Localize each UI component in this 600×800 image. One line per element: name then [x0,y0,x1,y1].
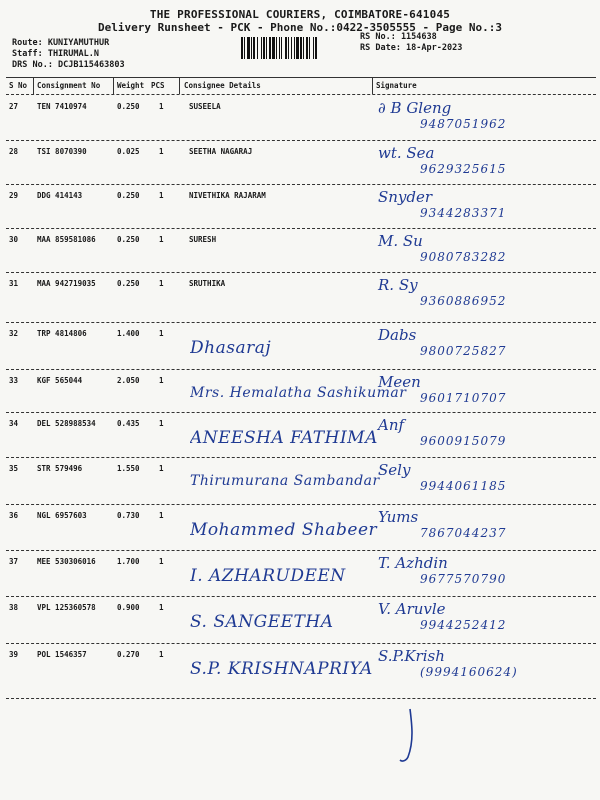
row-sno: 38 [9,603,19,612]
table-row [0,142,600,184]
row-separator [6,504,596,505]
row-weight: 0.250 [117,235,140,244]
row-handwritten-name: I. AZHARUDEEN [190,566,346,586]
route-label: Route: KUNIYAMUTHUR [12,38,110,48]
row-pcs: 1 [159,102,164,111]
row-handwritten-name: Thirumurana Sambandar [190,473,380,489]
barcode-image [240,37,352,59]
rs-info-block [360,32,462,54]
rs-date: RS Date: 18-Apr-2023 [360,43,463,53]
row-sno: 29 [9,191,19,200]
rs-number: RS No.: 1154638 [360,32,437,42]
row-pcs: 1 [159,279,164,288]
col-header-weight: Weight [117,81,145,90]
row-weight: 0.250 [117,102,140,111]
table-row [0,230,600,272]
row-consignment-no: KGF 565044 [37,376,83,385]
row-signature-phone: 9944252412 [420,618,507,632]
row-signature-phone: 9360886952 [420,294,507,308]
row-signature: Snyder [378,188,433,206]
staff-label: Staff: THIRUMAL.N [12,49,99,59]
row-pcs: 1 [159,650,164,659]
col-header-sno: S No [9,81,28,90]
route-staff-block [12,38,125,71]
row-pcs: 1 [159,464,164,473]
row-sno: 35 [9,464,19,473]
row-signature-phone: 9944061185 [420,479,507,493]
row-weight: 1.700 [117,557,140,566]
row-separator [6,643,596,644]
row-weight: 2.050 [117,376,140,385]
row-consignee-name: SUSEELA [189,102,221,111]
row-pcs: 1 [159,419,164,428]
row-signature: M. Su [378,232,423,250]
row-consignment-no: VPL 125360578 [37,603,96,612]
row-separator [6,698,596,699]
pen-stroke-mark [396,705,426,765]
row-consignment-no: MEE 530306016 [37,557,96,566]
row-signature-phone: 9629325615 [420,162,507,176]
row-separator [6,184,596,185]
row-signature: Yums [378,508,419,526]
row-weight: 0.730 [117,511,140,520]
row-consignment-no: MAA 942719035 [37,279,96,288]
row-signature: R. Sy [378,276,418,294]
table-row [0,645,600,698]
row-signature-phone: 9487051962 [420,117,507,131]
row-pcs: 1 [159,191,164,200]
row-pcs: 1 [159,376,164,385]
row-consignee-name: SEETHA NAGARAJ [189,147,253,156]
table-row [0,186,600,228]
col-separator [179,78,180,94]
row-pcs: 1 [159,557,164,566]
row-consignee-name: SRUTHIKA [189,279,226,288]
row-sno: 34 [9,419,19,428]
header-top-rule [6,77,596,78]
row-sno: 28 [9,147,19,156]
row-pcs: 1 [159,329,164,338]
row-sno: 31 [9,279,19,288]
row-consignment-no: NGL 6957603 [37,511,87,520]
row-separator [6,369,596,370]
row-separator [6,457,596,458]
row-signature-phone: 9601710707 [420,391,507,405]
row-signature: Dabs [378,326,417,344]
row-signature: V. Aruvle [378,600,446,618]
row-consignment-no: STR 579496 [37,464,83,473]
row-weight: 0.270 [117,650,140,659]
row-sno: 33 [9,376,19,385]
row-consignment-no: MAA 859581086 [37,235,96,244]
row-separator [6,228,596,229]
row-signature: Meen [378,373,421,391]
header-bottom-rule [6,94,596,95]
row-separator [6,412,596,413]
row-pcs: 1 [159,147,164,156]
row-signature-phone: 9800725827 [420,344,507,358]
table-row [0,414,600,457]
row-signature: wt. Sea [378,144,435,162]
row-weight: 0.250 [117,191,140,200]
row-consignment-no: POL 1546357 [37,650,87,659]
row-consignment-no: DDG 414143 [37,191,83,200]
col-header-consignee: Consignee Details [184,81,261,90]
col-separator [113,78,114,94]
row-pcs: 1 [159,511,164,520]
row-pcs: 1 [159,603,164,612]
row-sno: 30 [9,235,19,244]
row-handwritten-name: Dhasaraj [190,338,272,358]
table-row [0,506,600,550]
row-consignment-no: TEN 7410974 [37,102,87,111]
row-signature-phone: (9994160624) [420,665,518,679]
row-weight: 1.400 [117,329,140,338]
table-row [0,324,600,369]
table-row [0,459,600,504]
row-weight: 0.900 [117,603,140,612]
row-sno: 37 [9,557,19,566]
row-handwritten-name: S. SANGEETHA [190,612,334,632]
row-separator [6,596,596,597]
row-handwritten-name: Mohammed Shabeer [190,520,378,540]
row-signature-phone: 9344283371 [420,206,507,220]
col-separator [33,78,34,94]
row-consignment-no: TRP 4814806 [37,329,87,338]
row-sno: 36 [9,511,19,520]
row-weight: 0.025 [117,147,140,156]
row-signature-phone: 9677570790 [420,572,507,586]
row-signature-phone: 9080783282 [420,250,507,264]
row-consignment-no: DEL 528988534 [37,419,96,428]
row-sno: 39 [9,650,19,659]
row-signature: Anf [378,416,405,434]
row-sno: 32 [9,329,19,338]
row-signature: T. Azhdin [378,554,448,572]
row-sno: 27 [9,102,19,111]
row-separator [6,272,596,273]
runsheet-title: Delivery Runsheet - PCK - Phone No.:0422-3505555 - Page No.:3 [98,21,502,34]
row-handwritten-name: ANEESHA FATHIMA [190,428,378,448]
col-header-consignment: Consignment No [37,81,101,90]
table-row [0,598,600,643]
table-row [0,97,600,140]
row-signature-phone: 9600915079 [420,434,507,448]
drs-label: DRS No.: DCJB115463803 [12,60,125,70]
row-signature-phone: 7867044237 [420,526,507,540]
table-row [0,274,600,322]
row-weight: 0.435 [117,419,140,428]
company-title: THE PROFESSIONAL COURIERS, COIMBATORE-641045 [149,8,451,21]
row-separator [6,140,596,141]
table-row [0,371,600,412]
row-consignee-name: NIVETHIKA RAJARAM [189,191,266,200]
row-handwritten-name: S.P. KRISHNAPRIYA [190,659,373,679]
row-separator [6,550,596,551]
row-separator [6,322,596,323]
row-consignee-name: SURESH [189,235,217,244]
row-signature: Sely [378,461,411,479]
row-consignment-no: TSI 8070390 [37,147,87,156]
row-handwritten-name: Mrs. Hemalatha Sashikumar [190,385,407,401]
row-signature: ∂ B Gleng [378,99,452,117]
table-row [0,552,600,596]
col-header-pcs: PCS [151,81,165,90]
col-separator [372,78,373,94]
row-signature: S.P.Krish [378,647,445,665]
row-weight: 0.250 [117,279,140,288]
row-weight: 1.550 [117,464,140,473]
col-header-signature: Signature [376,81,417,90]
row-pcs: 1 [159,235,164,244]
